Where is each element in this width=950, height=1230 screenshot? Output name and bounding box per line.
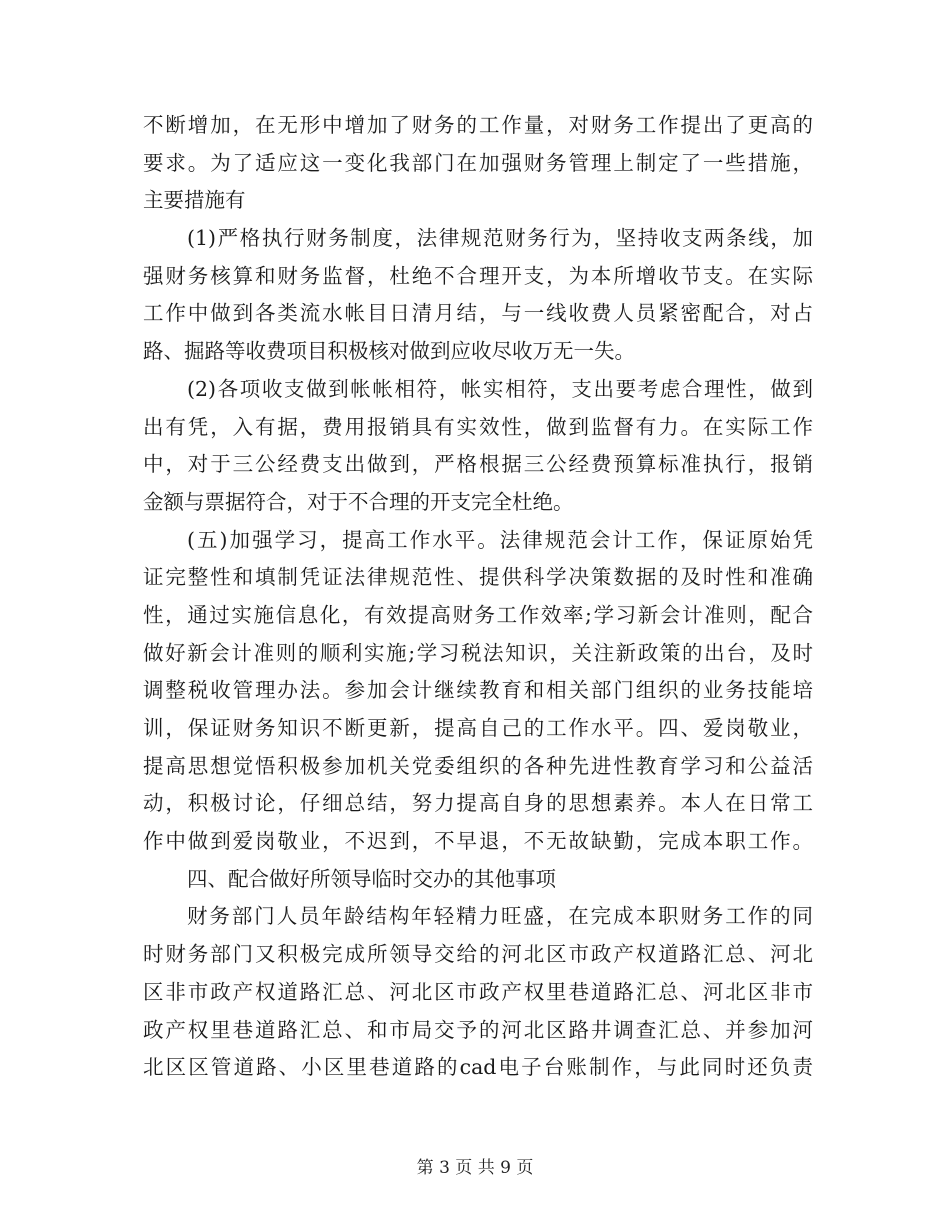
text-line: 工作中做到各类流水帐目日清月结，与一线收费人员紧密配合，对占 <box>143 301 813 326</box>
text-line: 动，积极讨论，仔细总结，努力提高自身的思想素养。本人在日常工 <box>143 791 813 816</box>
text-line: (1)严格执行财务制度，法律规范财务行为，坚持收支两条线，加 <box>187 226 813 251</box>
text-line: 主要措施有 <box>143 188 246 213</box>
text-line: 性，通过实施信息化，有效提高财务工作效率;学习新会计准则，配合 <box>143 602 813 627</box>
text-line: 金额与票据符合，对于不合理的开支完全杜绝。 <box>143 489 574 514</box>
text-line: 训，保证财务知识不断更新，提高自己的工作水平。四、爱岗敬业， <box>143 716 813 740</box>
text-line: 做好新会计准则的顺利实施;学习税法知识，关注新政策的出台，及时 <box>143 640 813 665</box>
text-line: (2)各项收支做到帐帐相符，帐实相符，支出要考虑合理性，做到 <box>187 376 813 401</box>
text-line: 要求。为了适应这一变化我部门在加强财务管理上制定了一些措施， <box>143 150 813 175</box>
text-line: 财务部门人员年龄结构年轻精力旺盛，在完成本职财务工作的同 <box>187 904 813 929</box>
text-line: 不断增加，在无形中增加了财务的工作量，对财务工作提出了更高的 <box>143 113 813 137</box>
text-line: 调整税收管理办法。参加会计继续教育和相关部门组织的业务技能培 <box>143 678 813 703</box>
text-line: 路、掘路等收费项目积极核对做到应收尽收万无一失。 <box>143 339 635 364</box>
text-line: 证完整性和填制凭证法律规范性、提供科学决策数据的及时性和准确 <box>143 565 813 590</box>
text-line: 四、配合做好所领导临时交办的其他事项 <box>187 866 556 891</box>
text-line: 作中做到爱岗敬业，不迟到，不早退，不无故缺勤，完成本职工作。 <box>143 829 813 854</box>
text-line: 政产权里巷道路汇总、和市局交予的河北区路井调查汇总、并参加河 <box>143 1017 813 1042</box>
text-line: 出有凭，入有据，费用报销具有实效性，做到监督有力。在实际工作 <box>143 414 813 439</box>
text-line: (五)加强学习，提高工作水平。法律规范会计工作，保证原始凭 <box>187 527 813 552</box>
text-line: 北区区管道路、小区里巷道路的cad电子台账制作，与此同时还负责 <box>143 1055 813 1080</box>
text-line: 强财务核算和财务监督，杜绝不合理开支，为本所增收节支。在实际 <box>143 263 813 288</box>
page-number-footer: 第 3 页 共 9 页 <box>416 1158 534 1178</box>
text-line: 区非市政产权道路汇总、河北区市政产权里巷道路汇总、河北区非市 <box>143 979 813 1004</box>
text-line: 中，对于三公经费支出做到，严格根据三公经费预算标准执行，报销 <box>143 452 813 477</box>
document-body <box>143 107 813 1087</box>
text-line: 时财务部门又积极完成所领导交给的河北区市政产权道路汇总、河北 <box>143 942 813 967</box>
text-line: 提高思想觉悟积极参加机关党委组织的各种先进性教育学习和公益活 <box>143 753 813 778</box>
